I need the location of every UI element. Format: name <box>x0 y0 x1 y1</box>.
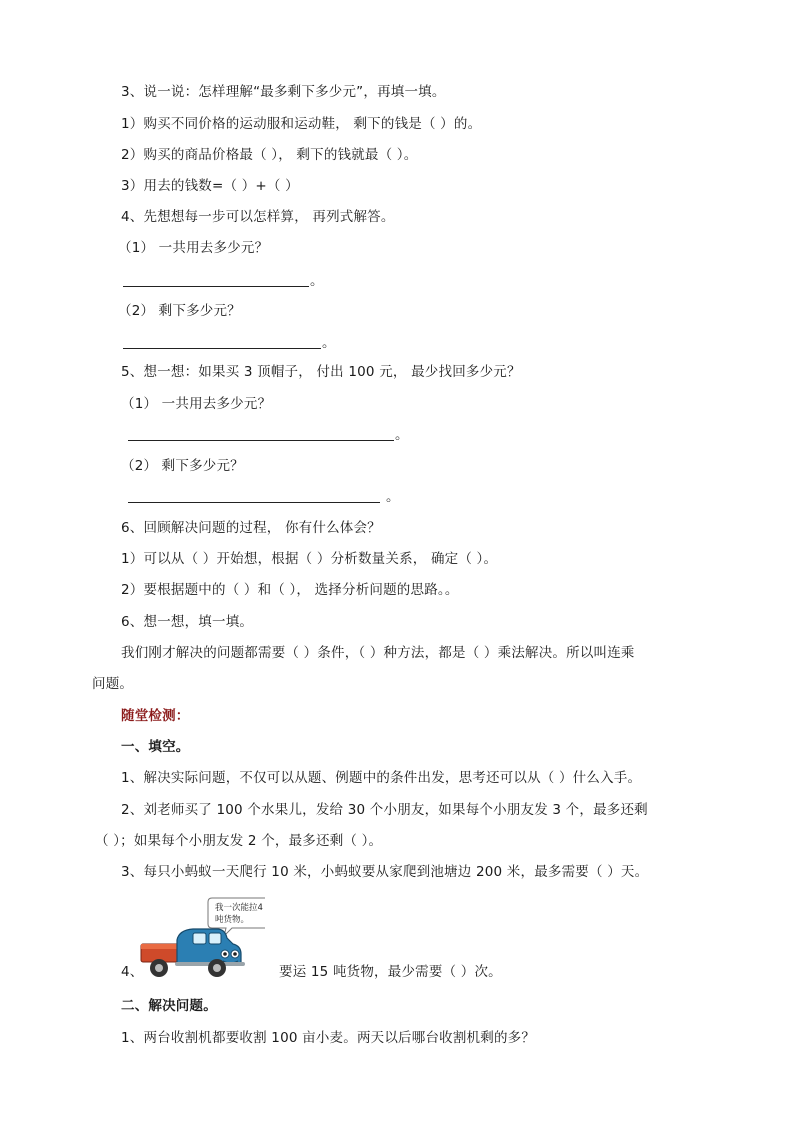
answer-line <box>128 440 394 441</box>
question-3-item-1: 1）购买不同价格的运动服和运动鞋， 剩下的钱是（ ）的。 <box>121 116 482 132</box>
question-6-think: 6、想一想，填一填。 <box>121 614 254 630</box>
question-6-item-1: 1）可以从（ ）开始想，根据（ ）分析数量关系， 确定（ ）。 <box>121 551 498 567</box>
question-3-item-2: 2）购买的商品价格最（ ）， 剩下的钱就最（ ）。 <box>121 147 418 163</box>
test-question-3: 3、每只小蚂蚁一天爬行 10 米，小蚂蚁要从家爬到池塘边 200 米，最多需要（ ）天。 <box>121 864 649 880</box>
test-question-2: 2、刘老师买了 100 个水果儿，发给 30 个小朋友，如果每个小朋友发 3 个，最多还剩 <box>121 802 648 818</box>
summary-paragraph: 我们刚才解决的问题都需要（ ）条件，（ ）种方法，都是（ ）乘法解决。所以叫连乘 <box>121 645 635 661</box>
question-4: 4、先想想每一步可以怎样算， 再列式解答。 <box>121 209 395 225</box>
period: 。 <box>310 273 324 289</box>
question-6-item-2: 2）要根据题中的（ ）和（ ）， 选择分析问题的思路。。 <box>121 582 459 598</box>
answer-line <box>128 502 380 503</box>
test-heading: 随堂检测： <box>121 708 190 724</box>
question-5: 5、想一想：如果买 3 顶帽子， 付出 100 元， 最少找回多少元？ <box>121 364 521 380</box>
question-3-item-3: 3）用去的钱数=（ ）+（ ） <box>121 178 299 194</box>
section-1-heading: 一、填空。 <box>121 739 190 755</box>
section-2-heading: 二、解决问题。 <box>121 998 217 1014</box>
period: 。 <box>322 335 336 351</box>
test-question-1: 1、解决实际问题，不仅可以从题、例题中的条件出发，思考还可以从（ ）什么入手。 <box>121 770 642 786</box>
test-question-2-cont: （ ）；如果每个小朋友发 2 个，最多还剩（ ）。 <box>95 833 383 849</box>
period: 。 <box>395 427 409 443</box>
test-question-4: 要运 15 吨货物，最少需要（ ）次。 <box>279 964 502 980</box>
answer-line <box>123 348 321 349</box>
question-4-sub-2: （2） 剩下多少元？ <box>118 303 241 319</box>
summary-paragraph-end: 问题。 <box>92 676 134 692</box>
question-3: 3、说一说：怎样理解“最多剩下多少元”，再填一填。 <box>121 84 446 100</box>
problem-1: 1、两台收割机都要收割 100 亩小麦。两天以后哪台收割机剩的多？ <box>121 1030 536 1046</box>
bubble-text-2: 吨货物。 <box>215 915 250 925</box>
question-6: 6、回顾解决问题的过程， 你有什么体会？ <box>121 520 381 536</box>
period: 。 <box>386 489 400 505</box>
bubble-text-1: 我一次能拉4 <box>215 903 263 913</box>
question-4-sub-1: （1） 一共用去多少元？ <box>118 240 269 256</box>
truck-body <box>141 929 245 977</box>
question-5-sub-2: （2） 剩下多少元？ <box>121 458 244 474</box>
answer-line <box>123 286 309 287</box>
test-question-4-number: 4、 <box>121 964 144 980</box>
truck-illustration <box>135 894 265 980</box>
question-5-sub-1: （1） 一共用去多少元？ <box>121 396 272 412</box>
